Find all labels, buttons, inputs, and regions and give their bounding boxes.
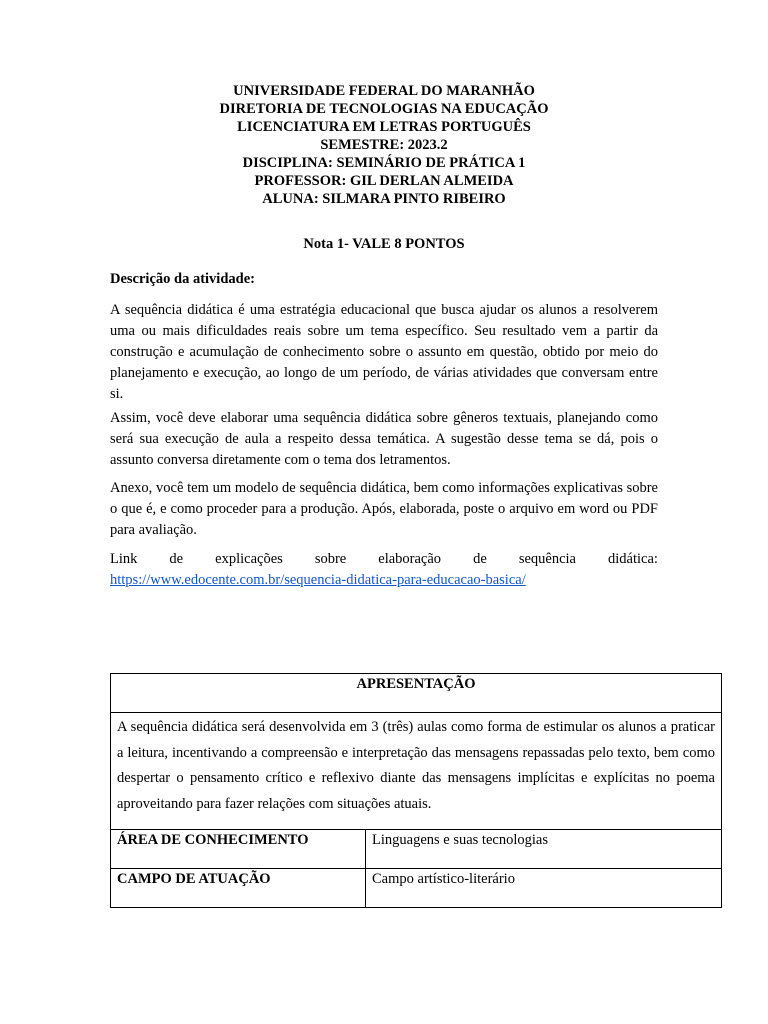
link-word: de <box>473 551 487 567</box>
link-paragraph <box>110 549 658 591</box>
header-semester: SEMESTRE: 2023.2 <box>320 137 448 153</box>
header-professor: PROFESSOR: GIL DERLAN ALMEIDA <box>254 173 514 189</box>
link-label <box>110 549 658 570</box>
description-paragraph: Anexo, você tem um modelo de sequência didática, bem como informações explicativas sobre o que é, e como proceder para a produção. Após, elaborada, poste o arquivo em word ou PDF para avaliação. <box>110 480 658 538</box>
header-student: ALUNA: SILMARA PINTO RIBEIRO <box>262 191 506 207</box>
description-paragraph: Assim, você deve elaborar uma sequência didática sobre gêneros textuais, planejando como será sua execução de aula a respeito dessa temática. A sugestão desse tema se dá, pois o assunto conversa diretamente com o tema dos letramentos. <box>110 410 658 468</box>
table-row <box>111 830 722 869</box>
knowledge-area-label: ÁREA DE CONHECIMENTO <box>111 830 366 869</box>
link-word: de <box>169 551 184 567</box>
presentation-title: APRESENTAÇÃO <box>111 674 722 713</box>
grade-note: Nota 1- VALE 8 PONTOS <box>303 236 465 252</box>
table-row <box>111 869 722 908</box>
document-header <box>0 82 768 208</box>
presentation-text: A sequência didática será desenvolvida em 3 (três) aulas como forma de estimular os alunos a praticar a leitura, incentivando a compreensão e interpretação das mensagens repassadas pelo texto, bem como despertar o pensamento crítico e reflexivo diante das mensagens implícitas e explícitas no poema aproveitando para fazer relações com situações atuais. <box>111 713 722 830</box>
link-word: elaboração <box>378 551 442 567</box>
link-word: didática: <box>608 551 658 567</box>
link-word: sobre <box>314 551 347 567</box>
description-paragraph: A sequência didática é uma estratégia educacional que busca ajudar os alunos a resolverem uma ou mais dificuldades reais sobre um tema específico. Seu resultado vem a partir da construção e acumulação de conhecimento sobre o assunto em questão, obtido por meio do planejamento e execução, ao longo de um período, de várias atividades que conversam entre si. <box>110 302 658 402</box>
link-word: Link <box>110 551 138 567</box>
presentation-table <box>110 673 722 908</box>
link-word: sequência <box>518 551 576 567</box>
header-discipline: DISCIPLINA: SEMINÁRIO DE PRÁTICA 1 <box>242 155 526 171</box>
field-of-action-value: Campo artístico-literário <box>366 869 722 908</box>
description-heading: Descrição da atividade: <box>110 271 255 287</box>
knowledge-area-value: Linguagens e suas tecnologias <box>366 830 722 869</box>
field-of-action-label: CAMPO DE ATUAÇÃO <box>111 869 366 908</box>
header-course: LICENCIATURA EM LETRAS PORTUGUÊS <box>237 119 531 135</box>
sequence-link[interactable]: https://www.edocente.com.br/sequencia-didatica-para-educacao-basica/ <box>110 572 526 588</box>
link-word: explicações <box>215 551 283 567</box>
header-university: UNIVERSIDADE FEDERAL DO MARANHÃO <box>233 83 535 99</box>
header-directorate: DIRETORIA DE TECNOLOGIAS NA EDUCAÇÃO <box>219 101 549 117</box>
